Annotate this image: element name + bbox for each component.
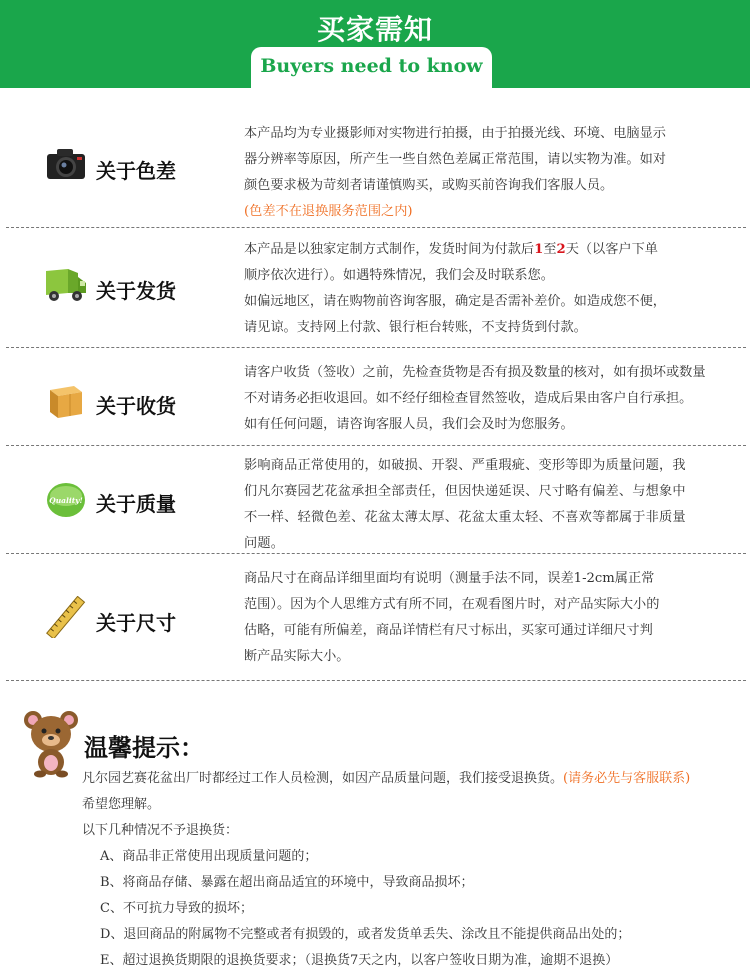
header-banner — [0, 0, 750, 88]
section-divider — [6, 445, 746, 446]
section-divider — [6, 347, 746, 348]
bear-mascot-icon — [20, 708, 82, 778]
list-item: E、超过退换货期限的退换货要求；（退换货7天之内，以客户签收日期为准，逾期不退换） — [100, 953, 619, 968]
ship-day-end: 2 — [556, 242, 566, 257]
section-title: 关于色差 — [96, 159, 176, 183]
box-icon — [44, 378, 88, 420]
header-title-tab — [251, 47, 492, 88]
section-text: 影响商品正常使用的，如破损、开裂、严重瑕疵、变形等即为质量问题，我 们凡尔赛园艺花盆承担全部责任，但因快递延误、尺寸略有偏差、与想象中 不一样、轻微色差、花盆太薄太厚、花盆太重太轻、不喜欢等都属于非质量 问题。 — [244, 458, 686, 551]
header-title-en: Buyers need to know — [260, 55, 483, 77]
camera-icon — [44, 142, 88, 184]
list-item: B、将商品存储、暴露在超出商品适宜的环境中，导致商品损坏； — [100, 875, 474, 890]
header-title-zh: 买家需知 — [316, 13, 433, 46]
ship-day-start: 1 — [534, 242, 544, 257]
section-divider — [6, 680, 746, 681]
section-title: 关于尺寸 — [96, 611, 176, 635]
truck-icon — [44, 263, 88, 305]
section-text: 请客户收货（签收）之前，先检查货物是否有损及数量的核对，如有损坏或数量 不对请务必拒收退回。如不经仔细检查冒然签收，造成后果由客户自行承担。 如有任何问题，请咨询客服人员，我们会及时为您服务。 — [244, 365, 706, 432]
color-diff-note: (色差不在退换服务范围之内) — [244, 204, 413, 219]
quality-badge-text: Quality! — [49, 496, 83, 505]
section-title: 关于质量 — [96, 492, 176, 516]
tips-intro: 凡尔园艺赛花盆出厂时都经过工作人员检测，如因产品质量问题，我们接受退换货。 — [82, 771, 564, 786]
tips-intro-note: (请务必先与客服联系) — [563, 771, 691, 786]
tips-title: 温馨提示： — [84, 734, 204, 762]
section-title: 关于收货 — [96, 394, 176, 418]
list-item: C、不可抗力导致的损坏； — [100, 901, 253, 916]
section-text: 本产品是以独家定制方式制作，发货时间为付款后1至2天（以客户下单 顺序依次进行）。如遇特殊情况，我们会及时联系您。 如偏远地区，请在购物前咨询客服，确定是否需补差价。如造成您不便， 请见谅。支持网上付款、银行柜台转账，不支持货到付款。 — [244, 242, 666, 335]
section-divider — [6, 227, 746, 228]
tips-text: 凡尔园艺赛花盆出厂时都经过工作人员检测，如因产品质量问题，我们接受退换货。(请务必先与客服联系) 希望您理解。 以下几种情况不予退换货： A、商品非正常使用出现质量问题的； B、将商品存储、暴露在超出商品适宜的环境中，导致商品损坏； C、不可抗力导致的损坏； D、退回商品的附属物不完整或者有损毁的，或者发货单丢失、涂改且不能提供商品出处的； E、超过退换货期限的退换货要求；（退换货7天之内，以客户签收日期为准，逾期不退换） — [82, 766, 747, 974]
list-item: A、商品非正常使用出现质量问题的； — [100, 849, 318, 864]
section-text: 本产品均为专业摄影师对实物进行拍摄，由于拍摄光线、环境、电脑显示 器分辨率等原因，所产生一些自然色差属正常范围，请以实物为准。如对 颜色要求极为苛刻者请谨慎购买，或购买前咨询我们客服人员。 (色差不在退换服务范围之内) — [244, 121, 714, 225]
section-title: 关于发货 — [96, 279, 176, 303]
ruler-icon — [44, 596, 88, 638]
list-item: D、退回商品的附属物不完整或者有损毁的，或者发货单丢失、涂改且不能提供商品出处的； — [100, 927, 631, 942]
section-text: 商品尺寸在商品详细里面均有说明（测量手法不同，误差1-2cm属正常 范围）。因为个人思维方式有所不同，在观看图片时，对产品实际大小的 估略，可能有所偏差，商品详情栏有尺寸标出，买家可通过详细尺寸判 断产品实际大小。 — [244, 571, 660, 664]
quality-badge-icon — [44, 478, 88, 520]
